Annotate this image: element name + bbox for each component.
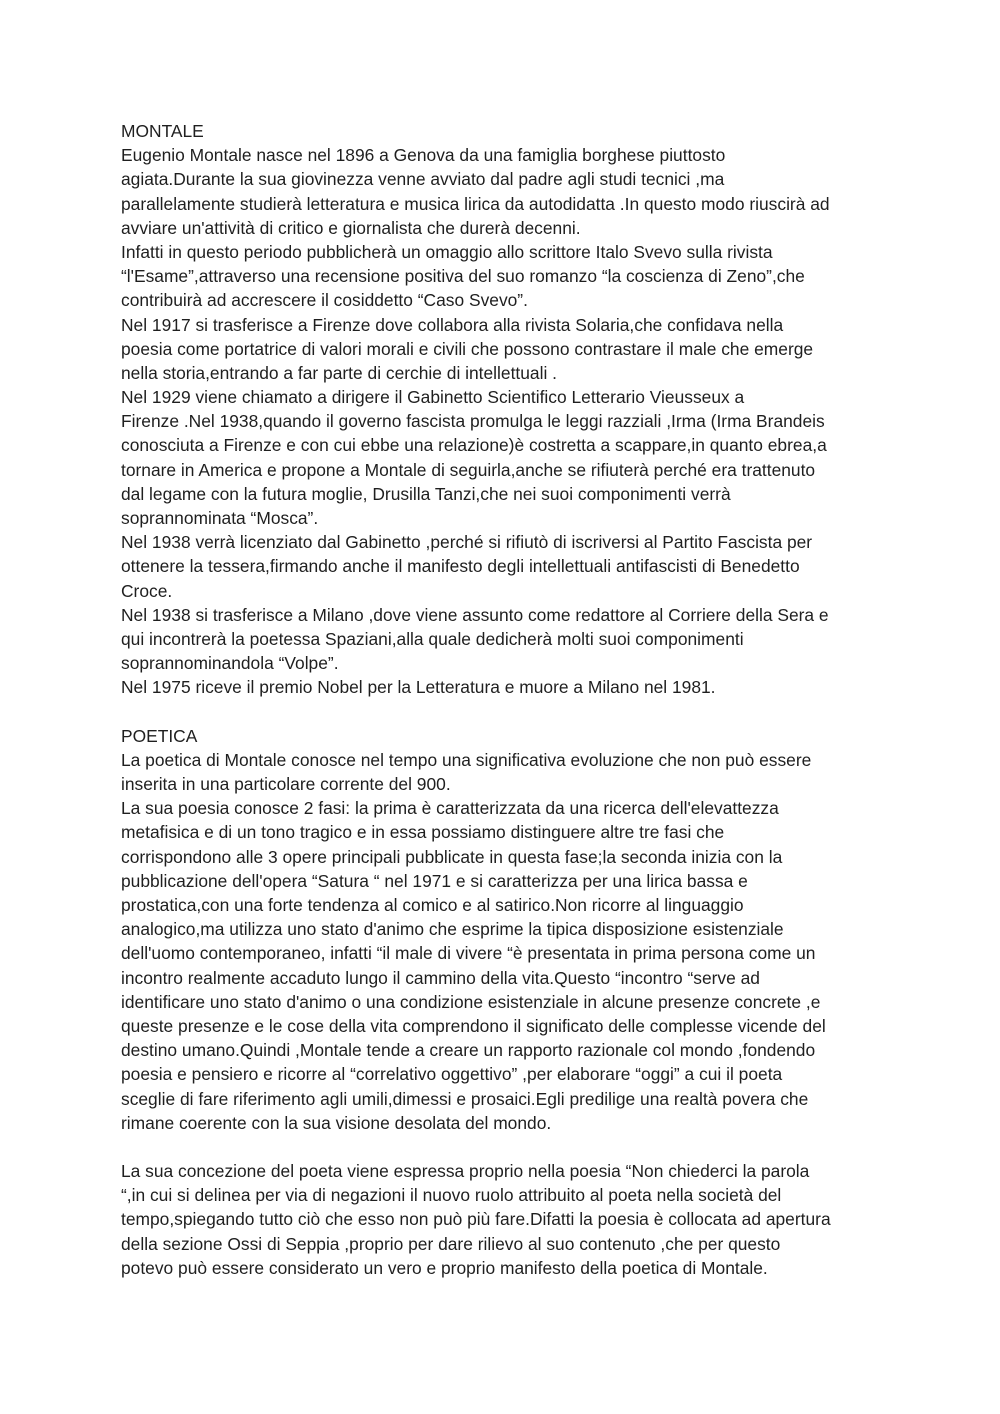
- text-line: analogico,ma utilizza uno stato d'animo che esprime la tipica disposizione esistenziale: [121, 919, 784, 940]
- text-line: contribuirà ad accrescere il cosiddetto “Caso Svevo”.: [121, 290, 528, 311]
- text-line: tempo,spiegando tutto ciò che esso non può più fare.Difatti la poesia è collocata ad apertura: [121, 1209, 831, 1230]
- text-line: identificare uno stato d'animo o una condizione esistenziale in alcune presenze concrete ,e: [121, 991, 821, 1012]
- section-heading: MONTALE: [121, 121, 204, 141]
- text-line: incontro realmente accaduto lungo il cammino della vita.Questo “incontro “serve ad: [121, 967, 760, 988]
- text-line: Nel 1929 viene chiamato a dirigere il Gabinetto Scientifico Letterario Vieusseux a: [121, 387, 745, 408]
- text-line: La sua concezione del poeta viene espressa proprio nella poesia “Non chiederci la parola: [121, 1161, 810, 1182]
- text-line: “l'Esame”,attraverso una recensione positiva del suo romanzo “la coscienza di Zeno”,che: [121, 266, 805, 287]
- text-line: Firenze .Nel 1938,quando il governo fascista promulga le leggi razziali ,Irma (Irma Brandeis: [121, 411, 825, 432]
- text-line: metafisica e di un tono tragico e in essa possiamo distinguere altre tre fasi che: [121, 822, 725, 843]
- text-line: tornare in America e propone a Montale di seguirla,anche se rifiuterà perché era trattenuto: [121, 459, 816, 480]
- text-line: poesia come portatrice di valori morali e civili che possono contrastare il male che emerge: [121, 338, 814, 359]
- text-line: Nel 1938 si trasferisce a Milano ,dove viene assunto come redattore al Corriere della Sera e: [121, 604, 829, 625]
- text-line: corrispondono alle 3 opere principali pubblicate in questa fase;la seconda inizia con la: [121, 846, 783, 867]
- text-line: nella storia,entrando a far parte di cerchie di intellettuali .: [121, 362, 557, 383]
- text-line: della sezione Ossi di Seppia ,proprio per dare rilievo al suo contenuto ,che per questo: [121, 1233, 781, 1254]
- text-line: inserita in una particolare corrente del 900.: [121, 774, 451, 795]
- text-line: pubblicazione dell'opera “Satura “ nel 1971 e si caratterizza per una lirica bassa e: [121, 870, 748, 891]
- text-line: parallelamente studierà letteratura e musica lirica da autodidatta .In questo modo riuscirà ad: [121, 193, 830, 214]
- text-line: Croce.: [121, 580, 173, 601]
- text-line: agiata.Durante la sua giovinezza venne avviato dal padre agli studi tecnici ,ma: [121, 169, 725, 190]
- text-line: Infatti in questo periodo pubblicherà un omaggio allo scrittore Italo Svevo sulla rivista: [121, 241, 773, 262]
- section-heading: POETICA: [121, 725, 198, 746]
- text-line: avviare un'attività di critico e giornalista che durerà decenni.: [121, 217, 581, 238]
- text-line: prostatica,con una forte tendenza al comico e al satirico.Non ricorre al linguaggio: [121, 895, 744, 915]
- blank-line: [121, 1135, 881, 1159]
- text-line: queste presenze e le cose della vita comprendono il significato delle complesse vicende del: [121, 1015, 826, 1036]
- text-line: Nel 1938 verrà licenziato dal Gabinetto ,perché si rifiutò di iscriversi al Partito Fascista per: [121, 532, 813, 553]
- text-line: destino umano.Quindi ,Montale tende a creare un rapporto razionale col mondo ,fondendo: [121, 1040, 816, 1061]
- document-page: [121, 119, 881, 1280]
- text-line: Nel 1975 riceve il premio Nobel per la Letteratura e muore a Milano nel 1981.: [121, 677, 716, 698]
- text-line: soprannominata “Mosca”.: [121, 508, 319, 528]
- text-line: qui incontrerà la poetessa Spaziani,alla quale dedicherà molti suoi componimenti: [121, 628, 744, 649]
- text-line: potevo può essere considerato un vero e proprio manifesto della poetica di Montale.: [121, 1257, 768, 1278]
- text-line: dell'uomo contemporaneo, infatti “il male di vivere “è presentata in prima persona come un: [121, 943, 816, 964]
- text-line: La poetica di Montale conosce nel tempo una significativa evoluzione che non può essere: [121, 749, 812, 770]
- text-line: soprannominandola “Volpe”.: [121, 653, 339, 674]
- text-line: sceglie di fare riferimento agli umili,dimessi e prosaici.Egli predilige una realtà povera che: [121, 1088, 809, 1109]
- text-line: Nel 1917 si trasferisce a Firenze dove collabora alla rivista Solaria,che confidava nella: [121, 314, 784, 335]
- blank-line: [121, 700, 881, 724]
- text-line: dal legame con la futura moglie, Drusilla Tanzi,che nei suoi componimenti verrà: [121, 483, 731, 504]
- text-line: La sua poesia conosce 2 fasi: la prima è caratterizzata da una ricerca dell'elevattezza: [121, 798, 779, 819]
- text-line: conosciuta a Firenze e con cui ebbe una relazione)è costretta a scappare,in quanto ebrea,a: [121, 435, 827, 456]
- text-line: ottenere la tessera,firmando anche il manifesto degli intellettuali antifascisti di Benedetto: [121, 556, 800, 577]
- text-line: Eugenio Montale nasce nel 1896 a Genova da una famiglia borghese piuttosto: [121, 145, 726, 166]
- text-line: “,in cui si delinea per via di negazioni il nuovo ruolo attribuito al poeta nella società del: [121, 1185, 782, 1206]
- text-line: poesia e pensiero e ricorre al “correlativo oggettivo” ,per elaborare “oggi” a cui il poeta: [121, 1064, 783, 1085]
- text-line: rimane coerente con la sua visione desolata del mondo.: [121, 1112, 552, 1133]
